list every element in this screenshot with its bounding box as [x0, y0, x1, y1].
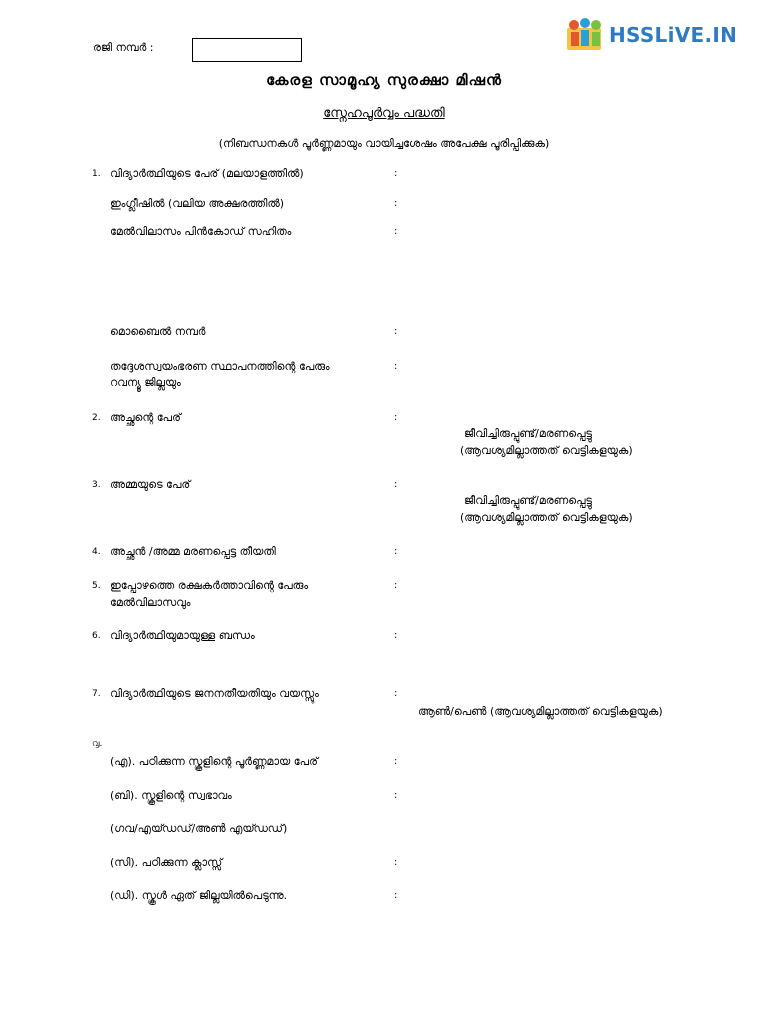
q1-name-malayalam-label: വിദ്യാർത്ഥിയുടെ പേര് (മലയാളത്തിൽ) [110, 167, 304, 180]
colon: : [394, 790, 398, 801]
reg-number-label: രജി നമ്പർ : [93, 41, 154, 54]
q8-number: ൮. [92, 739, 103, 749]
q8b-school-type-label: (ബി). സ്കൂളിന്റെ സ്വഭാവം [110, 789, 232, 802]
colon: : [394, 756, 398, 767]
q1-lsg-label-line1: തദ്ദേശസ്വയംഭരണ സ്ഥാപനത്തിന്റെ പേരും [110, 360, 330, 373]
colon: : [394, 857, 398, 868]
q2-number: 2. [92, 413, 101, 423]
page-subtitle: സ്നേഹപൂർവ്വം പദ്ധതി [323, 106, 445, 121]
colon: : [394, 479, 398, 490]
reg-number-box[interactable] [192, 38, 302, 62]
q7-gender-note: ആൺ/പെൺ (ആവശ്യമില്ലാത്തത് വെട്ടികളയുക) [418, 705, 663, 718]
q2-strike-note: (ആവശ്യമില്ലാത്തത് വെട്ടികളയുക) [460, 444, 633, 457]
logo-people-icon [565, 18, 605, 52]
q8b-school-type-options: (ഗവ/എയ്ഡഡ്/അൺ എയ്ഡഡ്) [110, 822, 288, 835]
site-logo [565, 18, 737, 52]
q5-guardian-label-line2: മേൽവിലാസവും [110, 596, 191, 609]
q1-mobile-label: മൊബൈൽ നമ്പർ [110, 325, 206, 338]
instruction-text: (നിബന്ധനകൾ പൂർണ്ണമായും വായിച്ചശേഷം അപേക്ഷ പൂരിപ്പിക്കുക) [218, 137, 550, 150]
q4-number: 4. [92, 547, 101, 557]
colon: : [394, 630, 398, 641]
colon: : [394, 412, 398, 423]
colon: : [394, 580, 398, 591]
colon: : [394, 326, 398, 337]
colon: : [394, 890, 398, 901]
q1-lsg-label-line2: റവന്യൂ ജില്ലയും [110, 376, 181, 389]
q3-strike-note: (ആവശ്യമില്ലാത്തത് വെട്ടികളയുക) [460, 511, 633, 524]
q1-number: 1. [92, 169, 101, 179]
colon: : [394, 546, 398, 557]
q3-alive-status: ജീവിച്ചിരുപ്പുണ്ട്/മരണപ്പെട്ടു [464, 494, 592, 507]
logo-text: HSSLiVE.IN [609, 23, 738, 47]
q5-guardian-label-line1: ഇപ്പോഴത്തെ രക്ഷകർത്താവിന്റെ പേരും [110, 579, 309, 592]
q7-number: 7. [92, 689, 101, 699]
q7-dob-age-label: വിദ്യാർത്ഥിയുടെ ജനനതീയതിയും വയസ്സും [110, 687, 319, 700]
q1-name-english-label: ഇംഗ്ലീഷിൽ (വലിയ അക്ഷരത്തിൽ) [110, 197, 284, 210]
q2-father-name-label: അച്ഛന്റെ പേര് [110, 411, 181, 424]
q8d-district-label: (ഡി). സ്കൂൾ ഏത് ജില്ലയിൽപെടുന്നു. [110, 889, 288, 902]
q3-mother-name-label: അമ്മയുടെ പേര് [110, 478, 191, 491]
colon: : [394, 361, 398, 372]
q8a-school-name-label: (എ). പഠിക്കുന്ന സ്കൂളിന്റെ പൂർണ്ണമായ പേര് [110, 755, 318, 768]
q6-number: 6. [92, 631, 101, 641]
colon: : [394, 168, 398, 179]
colon: : [394, 226, 398, 237]
q3-number: 3. [92, 480, 101, 490]
q1-address-label: മേൽവിലാസം പിൻകോഡ് സഹിതം [110, 225, 292, 238]
colon: : [394, 688, 398, 699]
q8c-class-label: (സി). പഠിക്കുന്ന ക്ലാസ്സ് [110, 856, 223, 869]
q2-alive-status: ജീവിച്ചിരുപ്പുണ്ട്/മരണപ്പെട്ടു [464, 427, 592, 440]
q5-number: 5. [92, 581, 101, 591]
page-title: കേരള സാമൂഹ്യ സുരക്ഷാ മിഷൻ [266, 71, 502, 89]
q6-relationship-label: വിദ്യാർത്ഥിയുമായുള്ള ബന്ധം [110, 629, 255, 642]
colon: : [394, 198, 398, 209]
q4-death-date-label: അച്ഛൻ /അമ്മ മരണപ്പെട്ട തീയതി [110, 545, 276, 558]
